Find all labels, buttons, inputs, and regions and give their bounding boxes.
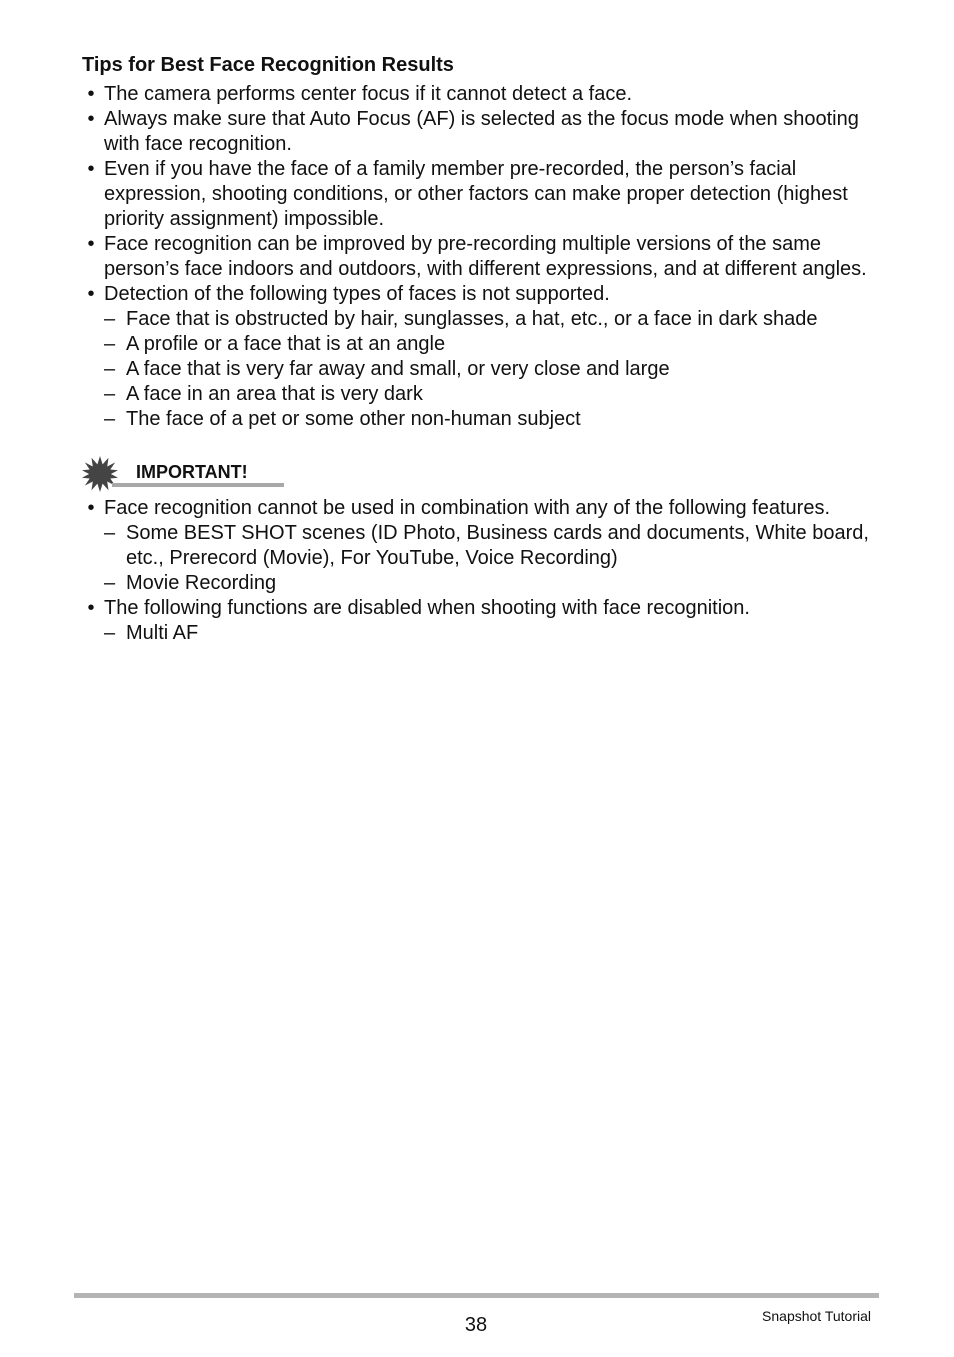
- disabled-functions-list: [104, 621, 882, 646]
- dash-glyph: –: [104, 308, 116, 330]
- important-underline: [112, 483, 284, 487]
- sub-list-item: [104, 407, 882, 432]
- sub-list-item-text: Movie Recording: [126, 572, 277, 594]
- incompatible-features-list: [104, 521, 882, 596]
- dash-glyph: –: [104, 333, 116, 355]
- dash-glyph: –: [104, 622, 116, 644]
- bullet-glyph: •: [87, 597, 95, 619]
- sub-list-item: [104, 382, 882, 407]
- list-item-text: Face recognition can be improved by pre-recording multiple versions of the same person’s face indoors and outdoors, with different expressions, and at different angles.: [104, 233, 867, 280]
- list-item-text: Always make sure that Auto Focus (AF) is selected as the focus mode when shooting with face recognition.: [104, 108, 859, 155]
- sub-list-item: [104, 307, 882, 332]
- list-item: [82, 82, 882, 107]
- list-item: [82, 596, 882, 646]
- dash-glyph: –: [104, 522, 116, 544]
- bullet-glyph: •: [87, 283, 95, 305]
- bullet-glyph: •: [87, 158, 95, 180]
- tips-list: [82, 82, 882, 432]
- list-item-text: The following functions are disabled when shooting with face recognition.: [104, 597, 750, 619]
- sub-list-item: [104, 521, 882, 571]
- bullet-glyph: •: [87, 233, 95, 255]
- dash-glyph: –: [104, 383, 116, 405]
- sub-list-item-text: Face that is obstructed by hair, sunglasses, a hat, etc., or a face in dark shade: [126, 308, 818, 330]
- section-heading: Tips for Best Face Recognition Results: [82, 54, 454, 76]
- page-content: [82, 53, 882, 646]
- list-item: [82, 496, 882, 596]
- sub-list-item-text: Some BEST SHOT scenes (ID Photo, Business cards and documents, White board, etc., Prerecord (Movie), For YouTube, Voice Recording): [126, 522, 869, 569]
- list-item: [82, 282, 882, 432]
- list-item: [82, 232, 882, 282]
- important-list: [82, 496, 882, 646]
- sub-list-item: [104, 621, 882, 646]
- list-item-text: Detection of the following types of faces is not supported.: [104, 283, 610, 305]
- sub-list-item: [104, 332, 882, 357]
- sub-list-item-text: A profile or a face that is at an angle: [126, 333, 446, 355]
- bullet-glyph: •: [87, 108, 95, 130]
- list-item-text: The camera performs center focus if it cannot detect a face.: [104, 83, 633, 105]
- sub-list-item-text: The face of a pet or some other non-human subject: [126, 408, 581, 430]
- sub-list-item-text: Multi AF: [126, 622, 199, 644]
- important-label: IMPORTANT!: [136, 462, 248, 482]
- page-number: 38: [464, 1314, 488, 1336]
- footer-section-title: Snapshot Tutorial: [762, 1308, 871, 1324]
- sub-list-item-text: A face that is very far away and small, or very close and large: [126, 358, 670, 380]
- important-header: [82, 456, 882, 496]
- list-item: [82, 157, 882, 232]
- sub-list-item: [104, 571, 882, 596]
- dash-glyph: –: [104, 358, 116, 380]
- sub-list-item-text: A face in an area that is very dark: [126, 383, 423, 405]
- list-item-text: Even if you have the face of a family member pre-recorded, the person’s facial expression, shooting conditions, or other factors can make proper detection (highest priority assignment) impossible.: [104, 158, 848, 230]
- dash-glyph: –: [104, 408, 116, 430]
- footer-divider: [74, 1293, 879, 1298]
- dash-glyph: –: [104, 572, 116, 594]
- list-item-text: Face recognition cannot be used in combination with any of the following features.: [104, 497, 830, 519]
- bullet-glyph: •: [87, 83, 95, 105]
- bullet-glyph: •: [87, 497, 95, 519]
- sub-list-item: [104, 357, 882, 382]
- unsupported-faces-list: [104, 307, 882, 432]
- list-item: [82, 107, 882, 157]
